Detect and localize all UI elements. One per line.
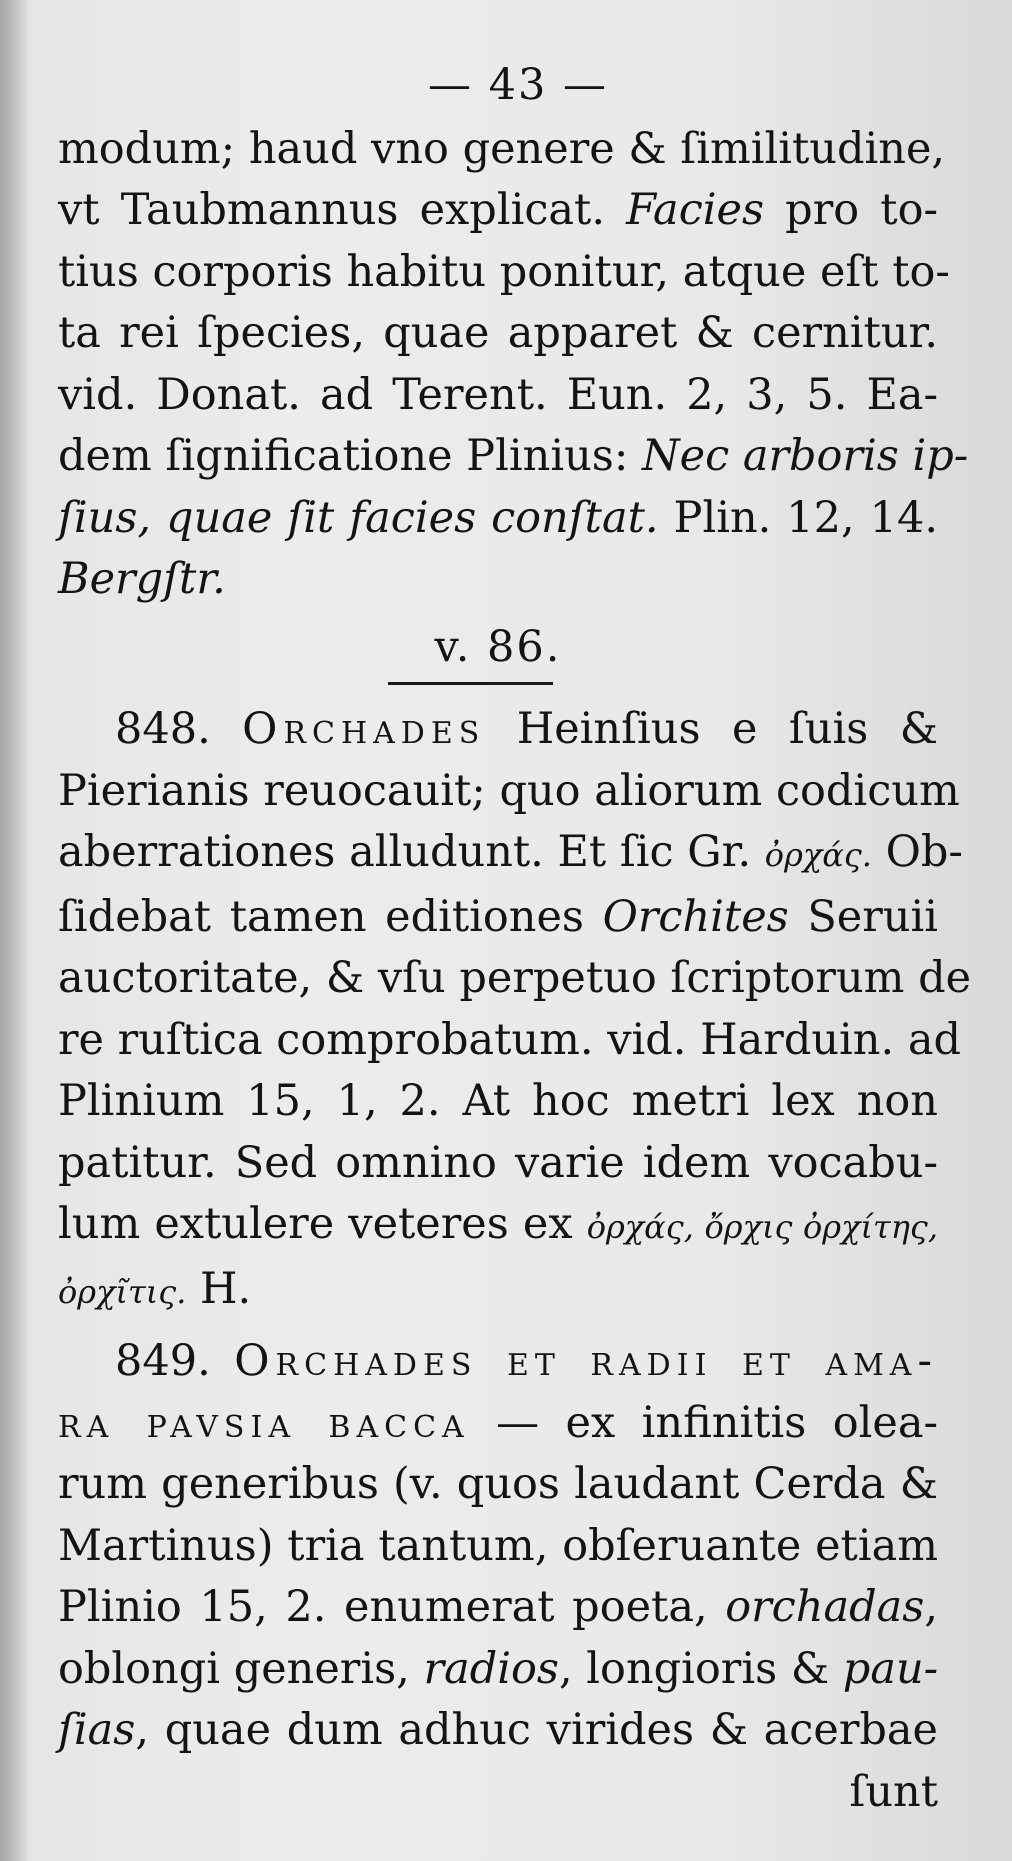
text-line: 848. Orchades Heinſius e ſuis & [115, 704, 938, 754]
greek-word: ὀρχάς, ὄρχις ὀρχίτης, [586, 1208, 938, 1246]
headword: ra pavsia bacca [58, 1397, 470, 1448]
text-line: ta rei ſpecies, quae apparet & cernitur. [58, 308, 938, 358]
page-text [58, 55, 972, 1823]
text-line: aberrationes alludunt. Et ſic Gr. ὀρχάς. Ob- [58, 827, 963, 877]
text-line: modum; haud vno genere & ſimilitudine, [58, 123, 946, 174]
text-line: patitur. Sed omnino varie idem vocabu- [58, 1137, 938, 1188]
text-line: Pierianis reuocauit; quo aliorum codicum [58, 765, 960, 816]
text-line: ſias, quae dum adhuc virides & acerbae [58, 1705, 938, 1755]
text-line: oblongi generis, radios, longioris & pau- [58, 1643, 939, 1694]
text-line: Martinus) tria tantum, obſeruante etiam [58, 1520, 938, 1571]
verse-marker: v. 86. [434, 621, 562, 672]
text-line: ſidebat tamen editiones Orchites Seruii [58, 891, 938, 942]
entry-849 [58, 1331, 938, 1823]
horizontal-rule [388, 682, 553, 685]
text-line: Plinio 15, 2. enumerat poeta, orchadas, [58, 1582, 938, 1632]
text-line: 849. Orchades et radii et ama- [115, 1336, 938, 1386]
italic-word: Facies [626, 185, 765, 235]
headword: Orchades et radii et ama- [234, 1336, 938, 1386]
text-line: vid. Donat. ad Terent. Eun. 2, 3, 5. Ea- [58, 369, 938, 420]
text-line: Plinium 15, 1, 2. At hoc metri lex non [58, 1076, 938, 1126]
text-line: re ruſtica comprobatum. vid. Harduin. ad [58, 1014, 961, 1065]
greek-word: ὀρχάς. [764, 836, 872, 874]
text-line: dem ſignificatione Plinius: Nec arboris ip- [58, 431, 969, 481]
greek-word: ὀρχῖτις. [58, 1272, 187, 1311]
italic-attribution: Bergſtr. [58, 554, 226, 604]
headword: Orchades [242, 704, 486, 754]
text-line: ὀρχῖτις. H. [58, 1263, 252, 1314]
text-line: rum generibus (v. quos laudant Cerda & [58, 1459, 938, 1509]
page-number: — 43 — [427, 60, 609, 110]
text-line: ſius, quae ſit facies conſtat. Plin. 12, 14. [58, 492, 938, 543]
page-gutter-shadow [0, 0, 30, 1861]
text-line: tius corporis habitu ponitur, atque eſt to- [58, 246, 950, 297]
intro-paragraph [58, 119, 969, 611]
italic-quote: Nec arboris ip- [642, 431, 969, 481]
entry-848 [58, 699, 972, 1323]
italic-word: orchadas [725, 1582, 925, 1632]
italic-quote: ſius, quae ſit facies conſtat. [58, 492, 659, 543]
text-line: ra pavsia bacca — ex infinitis olea- [58, 1397, 938, 1448]
text-line: auctoritate, & vſu perpetuo ſcriptorum de [58, 953, 972, 1003]
italic-word: Orchites [602, 891, 789, 942]
italic-word: radios [423, 1643, 559, 1694]
italic-word: pau- [842, 1643, 939, 1694]
text-line: vt Taubmannus explicat. Facies pro to- [58, 185, 938, 235]
text-line [58, 549, 938, 611]
text-line: lum extulere veteres ex ὀρχάς, ὄρχις ὀρχίτης, [58, 1199, 938, 1249]
italic-word: ſias [58, 1705, 136, 1755]
catchword: ſunt [849, 1766, 938, 1817]
